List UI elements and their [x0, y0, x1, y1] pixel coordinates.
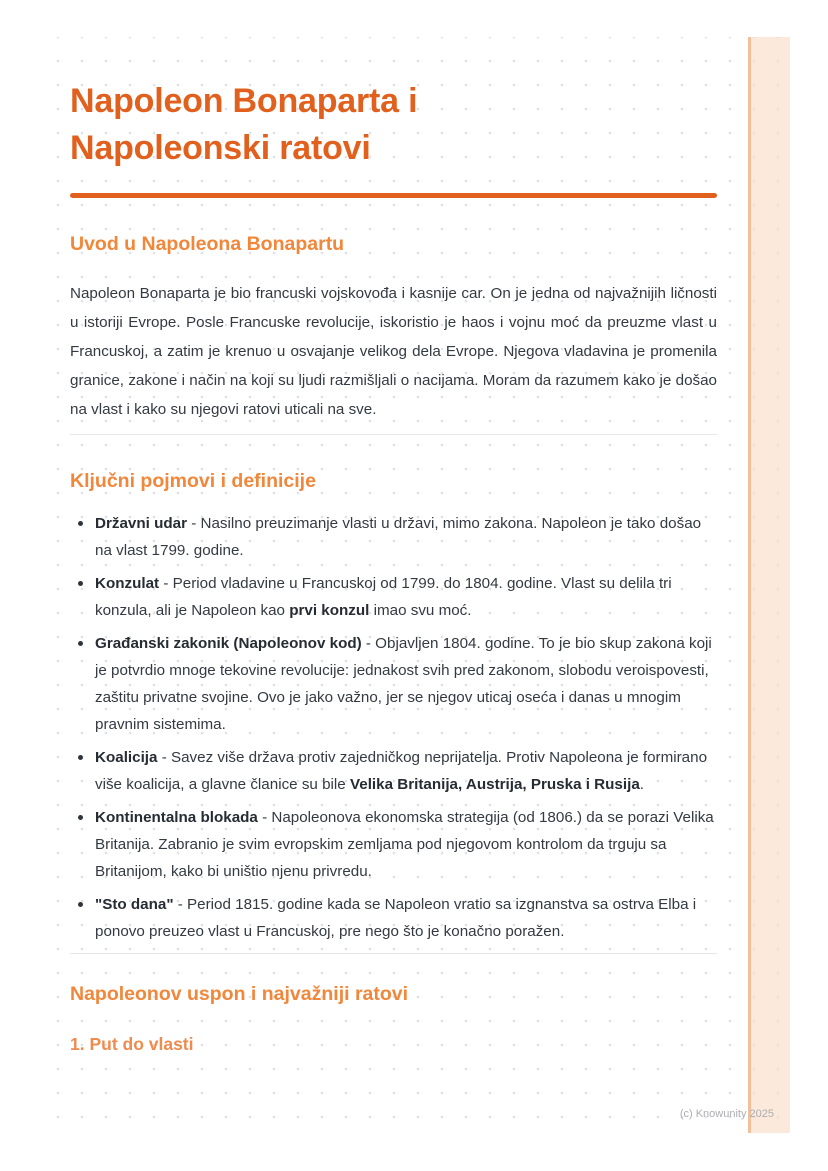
list-item	[95, 891, 717, 945]
key-terms-list	[70, 510, 717, 945]
term-bold-text: prvi konzul	[289, 602, 370, 619]
term-regular-text: - Savez više država protiv zajedničkog neprijatelja. Protiv Napoleona je formirano više koalicija, a glavne članice su bile	[95, 749, 708, 793]
list-item	[95, 510, 717, 564]
term-regular-text: - Nasilno preuzimanje vlasti u državi, mimo zakona. Napoleon je tako došao na vlast 1799. godine.	[95, 515, 702, 559]
term-bold-text: Građanski zakonik (Napoleonov kod)	[95, 635, 362, 652]
content-column	[70, 78, 717, 1055]
section-rise	[70, 981, 717, 1055]
term-bold-text: "Sto dana"	[95, 896, 174, 913]
page-title	[70, 78, 717, 172]
term-regular-text: imao svu moć.	[369, 602, 472, 619]
term-regular-text: - Objavljen 1804. godine. To je bio skup zakona koji je potvrdio mnoge tekovine revolucije: jednakost svih pred zakonom, slobodu veroispovesti, zaštitu privatne svojine. Ovo je jako važno, jer se njegov uticaj oseća i danas u mnogim pravnim sistemima.	[95, 635, 712, 733]
title-underline-rule	[70, 193, 717, 198]
copyright-watermark: (c) Knowunity 2025	[679, 1108, 774, 1120]
key-terms-heading: Ključni pojmovi i definicije	[70, 470, 316, 492]
term-regular-text: .	[639, 776, 644, 793]
section-divider-2	[70, 953, 717, 954]
section-intro	[70, 231, 717, 424]
term-bold-text: Koalicija	[95, 749, 158, 766]
right-accent-stripe	[748, 37, 790, 1133]
term-bold-text: Velika Britanija, Austrija, Pruska i Rusija	[349, 776, 640, 793]
term-bold-text: Kontinentalna blokada	[95, 809, 258, 826]
term-regular-text: - Period vladavine u Francuskoj od 1799. do 1804. godine. Vlast su delila tri konzula, ali je Napoleon kao	[95, 575, 672, 619]
term-regular-text: - Napoleonova ekonomska strategija (od 1806.) da se porazi Velika Britanija. Zabranio je svim evropskim zemljama pod njegovom kontrolom da trguju sa Britanijom, kako bi uništio njenu privredu.	[95, 809, 714, 880]
section-divider-1	[70, 434, 717, 435]
term-bold-text: Konzulat	[95, 575, 160, 592]
intro-heading: Uvod u Napoleona Bonapartu	[70, 233, 345, 255]
document-page	[40, 37, 792, 1133]
term-regular-text: - Period 1815. godine kada se Napoleon vratio sa izgnanstva sa ostrva Elba i ponovo preuzeo vlast u Francuskoj, pre nego što je konačno poražen.	[95, 896, 697, 940]
list-item	[95, 570, 717, 624]
section-key-terms	[70, 468, 717, 945]
list-item	[95, 630, 717, 738]
page-title-line-1: Napoleon Bonaparta i	[70, 82, 418, 120]
intro-paragraph: Napoleon Bonaparta je bio francuski vojskovođa i kasnije car. On je jedna od najvažnijih ličnosti u istoriji Evrope. Posle Francuske revolucije, iskoristio je haos i vojnu moć da preuzme vlast u Francuskoj, a zatim je krenuo u osvajanje velikog dela Evrope. Njegova vladavina je promenila granice, zakone i način na koji su ljudi razmišljali o nacijama. Moram da razumem kako je došao na vlast i kako su njegovi ratovi uticali na sve.	[70, 285, 717, 418]
term-bold-text: Državni udar	[95, 515, 187, 532]
rise-subheading: 1. Put do vlasti	[70, 1034, 194, 1054]
page-content	[40, 37, 717, 1055]
list-item	[95, 744, 717, 798]
list-item	[95, 804, 717, 885]
rise-heading: Napoleonov uspon i najvažniji ratovi	[70, 983, 409, 1005]
page-title-line-2: Napoleonski ratovi	[70, 129, 371, 167]
